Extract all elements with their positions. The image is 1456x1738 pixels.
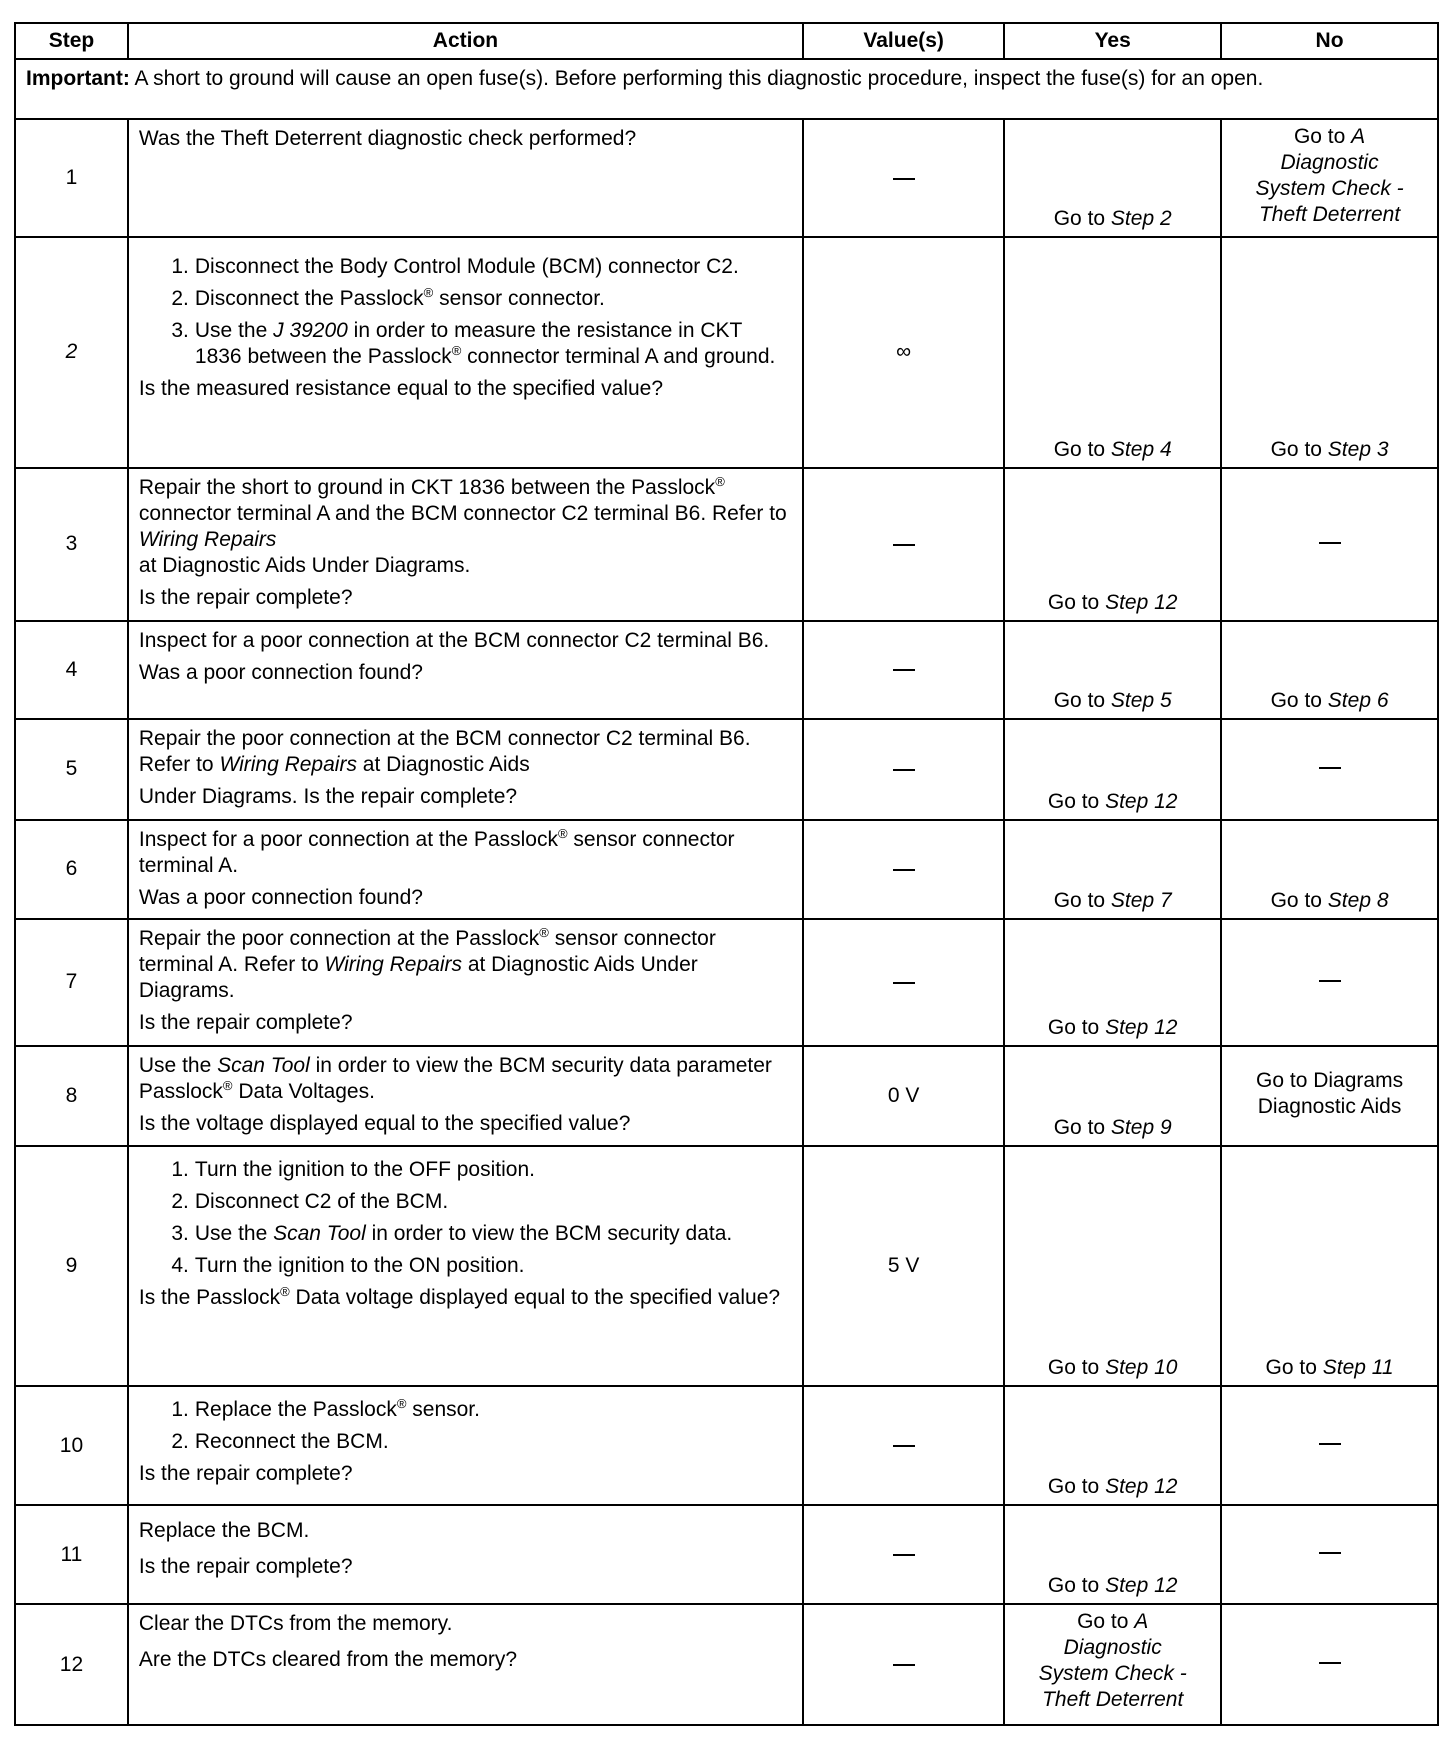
yes-cell[interactable]	[1004, 119, 1221, 237]
step-number: 10	[15, 1386, 128, 1505]
text-part: sensor connector terminal A. Refer to	[138, 927, 716, 977]
step-link[interactable]: Step 12	[1105, 590, 1178, 614]
list-number: 4.	[171, 1254, 189, 1278]
header-row	[15, 23, 1438, 59]
dash-mark	[893, 769, 915, 771]
text-part: Repair the poor connection at the Passlock	[138, 927, 540, 951]
yes-cell[interactable]	[1004, 719, 1221, 819]
list-text: Use the	[194, 318, 274, 342]
yes-cell[interactable]	[1004, 1604, 1221, 1725]
action-cell	[128, 1604, 803, 1725]
value-cell	[803, 919, 1004, 1046]
action-question: Is the voltage displayed equal to the specified value?	[138, 1111, 631, 1135]
list-number: 2.	[171, 286, 189, 310]
table-row	[15, 237, 1438, 468]
list-text: Reconnect the BCM.	[194, 1430, 389, 1454]
no-cell[interactable]	[1221, 621, 1438, 719]
list-item	[139, 1189, 794, 1215]
wiring-repairs-ref: Wiring Repairs	[219, 753, 357, 777]
action-cell	[128, 1505, 803, 1604]
no-cell	[1221, 919, 1438, 1046]
dash-mark	[893, 669, 915, 671]
diagnostic-table	[14, 22, 1439, 1726]
yes-cell[interactable]	[1004, 1046, 1221, 1146]
step-number: 6	[15, 820, 128, 919]
table-row	[15, 1146, 1438, 1386]
step-link[interactable]: Step 7	[1110, 889, 1172, 913]
goto-diagrams[interactable]: Go to Diagrams	[1256, 1068, 1404, 1092]
text-part: Inspect for a poor connection at the Passlock	[138, 827, 558, 851]
list-text: in order to view the BCM security data.	[365, 1222, 733, 1246]
no-cell	[1221, 1505, 1438, 1604]
action-cell	[128, 621, 803, 719]
list-text: Disconnect C2 of the BCM.	[194, 1190, 449, 1214]
registered-mark: ®	[451, 342, 462, 358]
text-part: at Diagnostic Aids	[356, 753, 530, 777]
no-cell	[1221, 1386, 1438, 1505]
header-no: No	[1221, 23, 1438, 59]
dash-mark	[893, 1664, 915, 1666]
step-number: 7	[15, 919, 128, 1046]
link-diagnostic[interactable]: Diagnostic	[1063, 1636, 1162, 1660]
action-question: Is the measured resistance equal to the specified value?	[138, 376, 664, 400]
yes-cell[interactable]	[1004, 621, 1221, 719]
dash-mark	[1319, 1552, 1341, 1554]
goto-text: Go to	[1270, 437, 1328, 461]
list-text: Replace the Passlock	[194, 1398, 397, 1422]
value-cell: ∞	[803, 237, 1004, 468]
text-part: Repair the short to ground in CKT 1836 between the Passlock	[138, 475, 716, 499]
action-text	[139, 1053, 794, 1105]
value-cell	[803, 468, 1004, 621]
link-system-check[interactable]: System Check -	[1255, 177, 1404, 201]
list-item	[139, 1221, 794, 1247]
registered-mark: ®	[423, 284, 434, 300]
step-link[interactable]: Step 11	[1322, 1356, 1394, 1380]
step-number: 11	[15, 1505, 128, 1604]
goto-text: Go to	[1077, 1610, 1135, 1634]
dash-mark	[1319, 767, 1341, 769]
table-row	[15, 719, 1438, 819]
action-text: Replace the BCM.	[138, 1518, 310, 1542]
list-item	[139, 1157, 794, 1183]
action-text: Inspect for a poor connection at the BCM connector C2 terminal B6.	[138, 628, 770, 652]
no-cell[interactable]	[1221, 1046, 1438, 1146]
step-link[interactable]: Step 12	[1105, 1015, 1178, 1039]
list-item	[139, 286, 794, 312]
table-row	[15, 1505, 1438, 1604]
goto-text: Go to	[1047, 1356, 1106, 1380]
link-system-check[interactable]: System Check -	[1038, 1662, 1187, 1686]
step-link[interactable]: Step 4	[1110, 437, 1172, 461]
dash-mark	[893, 982, 915, 984]
no-cell[interactable]	[1221, 820, 1438, 919]
dash-mark	[893, 544, 915, 546]
registered-mark: ®	[539, 925, 549, 941]
link-theft-deterrent[interactable]: Theft Deterrent	[1258, 203, 1401, 227]
action-cell	[128, 820, 803, 919]
table-row	[15, 1604, 1438, 1725]
goto-text: Go to	[1053, 889, 1111, 913]
action-cell	[128, 919, 803, 1046]
no-cell[interactable]	[1221, 237, 1438, 468]
step-number: 4	[15, 621, 128, 719]
goto-text: Go to	[1047, 1574, 1106, 1598]
table-row	[15, 1046, 1438, 1146]
list-text: Turn the ignition to the ON position.	[194, 1254, 525, 1278]
link-theft-deterrent[interactable]: Theft Deterrent	[1042, 1688, 1184, 1712]
action-question: Was the Theft Deterrent diagnostic check performed?	[138, 127, 637, 151]
action-text	[139, 726, 794, 778]
action-text	[139, 475, 794, 579]
text-part: Use the	[138, 1053, 218, 1077]
dash-mark	[1319, 1443, 1341, 1445]
no-cell	[1221, 719, 1438, 819]
table-row	[15, 119, 1438, 237]
diagnostic-aids-link[interactable]: Diagnostic Aids	[1257, 1094, 1402, 1118]
step-link[interactable]: Step 12	[1105, 789, 1178, 813]
list-text: sensor connector.	[433, 286, 605, 310]
no-cell	[1221, 1604, 1438, 1725]
table-row	[15, 1386, 1438, 1505]
dash-mark	[893, 869, 915, 871]
action-cell	[128, 119, 803, 237]
list-number: 3.	[171, 1222, 189, 1246]
action-list	[139, 1397, 794, 1455]
goto-text: Go to	[1293, 125, 1352, 149]
goto-text: Go to	[1270, 889, 1328, 913]
action-cell	[128, 1046, 803, 1146]
step-link[interactable]: Step 12	[1105, 1474, 1178, 1498]
value-cell	[803, 119, 1004, 237]
link-a[interactable]: A	[1134, 1610, 1149, 1634]
header-yes: Yes	[1004, 23, 1221, 59]
dash-mark	[1319, 1662, 1341, 1664]
value-cell: 5 V	[803, 1146, 1004, 1386]
header-step: Step	[15, 23, 128, 59]
step-link[interactable]: Step 2	[1110, 206, 1172, 230]
important-label: Important:	[26, 67, 130, 90]
value-cell	[803, 719, 1004, 819]
step-number: 8	[15, 1046, 128, 1146]
action-question: Under Diagrams. Is the repair complete?	[138, 785, 518, 809]
text-part: Repair the poor connection at the BCM connector C2 terminal B6. Refer to	[138, 727, 751, 777]
goto-text: Go to	[1047, 590, 1106, 614]
value-cell: 0 V	[803, 1046, 1004, 1146]
text-part: Data Voltages.	[232, 1079, 375, 1103]
goto-text: Go to	[1053, 206, 1111, 230]
value-cell	[803, 1604, 1004, 1725]
link-diagnostic[interactable]: Diagnostic	[1280, 151, 1379, 175]
action-list	[139, 1157, 794, 1279]
goto-text: Go to	[1047, 1015, 1106, 1039]
list-number: 1.	[171, 1398, 189, 1422]
important-note	[15, 59, 1438, 119]
important-text: A short to ground will cause an open fuse(s). Before performing this diagnostic procedure, inspect the fuse(s) for an open.	[129, 67, 1264, 90]
registered-mark: ®	[715, 473, 725, 489]
goto-text: Go to	[1047, 789, 1106, 813]
yes-cell[interactable]	[1004, 1386, 1221, 1505]
no-cell	[1221, 468, 1438, 621]
action-question: Are the DTCs cleared from the memory?	[138, 1648, 518, 1672]
yes-cell[interactable]	[1004, 237, 1221, 468]
list-text: in order to measure the resistance in CKT 1836 between the Passlock	[194, 318, 742, 368]
link-a[interactable]: A	[1351, 125, 1366, 149]
list-item	[139, 254, 794, 280]
step-link[interactable]: Step 9	[1110, 1116, 1172, 1140]
registered-mark: ®	[396, 1396, 407, 1412]
action-cell	[128, 1146, 803, 1386]
action-question: Is the repair complete?	[138, 1462, 353, 1486]
text-part: connector terminal A and the BCM connector C2 terminal B6. Refer to	[138, 501, 787, 525]
value-cell	[803, 1505, 1004, 1604]
action-list	[139, 254, 794, 370]
wiring-repairs-ref: Wiring Repairs	[324, 953, 462, 977]
table-row	[15, 468, 1438, 621]
value-cell	[803, 621, 1004, 719]
table-row	[15, 919, 1438, 1046]
header-values: Value(s)	[803, 23, 1004, 59]
action-cell	[128, 719, 803, 819]
action-question: Is the repair complete?	[138, 585, 353, 609]
goto-text: Go to	[1265, 1356, 1323, 1380]
tool-name: Scan Tool	[273, 1222, 366, 1246]
table-row	[15, 621, 1438, 719]
step-link[interactable]: Step 10	[1105, 1356, 1178, 1380]
goto-text: Go to	[1053, 1116, 1111, 1140]
value-cell	[803, 820, 1004, 919]
list-item	[139, 318, 794, 370]
action-text	[139, 926, 794, 1004]
yes-cell[interactable]	[1004, 820, 1221, 919]
list-text: Disconnect the Passlock	[194, 286, 424, 310]
dash-mark	[893, 1445, 915, 1447]
registered-mark: ®	[222, 1077, 233, 1093]
step-link[interactable]: Step 8	[1327, 889, 1389, 913]
action-cell	[128, 1386, 803, 1505]
list-item	[139, 1253, 794, 1279]
goto-text: Go to	[1270, 689, 1328, 713]
text-part: at Diagnostic Aids Under Diagrams.	[138, 953, 698, 1003]
yes-cell[interactable]	[1004, 1505, 1221, 1604]
dash-mark	[1319, 542, 1341, 544]
step-number: 9	[15, 1146, 128, 1386]
list-text: Turn the ignition to the OFF position.	[194, 1158, 535, 1182]
list-item	[139, 1429, 794, 1455]
text-part: sensor connector terminal A.	[138, 827, 735, 877]
yes-cell[interactable]	[1004, 919, 1221, 1046]
no-cell[interactable]	[1221, 119, 1438, 237]
dash-mark	[893, 178, 915, 180]
action-question	[139, 1285, 794, 1311]
list-text: Use the	[194, 1222, 274, 1246]
text-part: in order to view the BCM security data parameter Passlock	[138, 1053, 772, 1103]
list-number: 3.	[171, 318, 189, 342]
list-number: 1.	[171, 1158, 189, 1182]
step-number: 5	[15, 719, 128, 819]
goto-text: Go to	[1053, 437, 1111, 461]
step-link[interactable]: Step 3	[1327, 437, 1389, 461]
step-link[interactable]: Step 12	[1105, 1574, 1178, 1598]
registered-mark: ®	[280, 1284, 290, 1300]
step-number: 2	[15, 237, 128, 468]
text-part: at Diagnostic Aids Under Diagrams.	[138, 553, 471, 577]
table-row	[15, 820, 1438, 919]
yes-cell[interactable]	[1004, 468, 1221, 621]
text-part: Data voltage displayed equal to the specified value?	[289, 1286, 781, 1310]
tool-name: J 39200	[273, 318, 348, 342]
step-number: 3	[15, 468, 128, 621]
list-item	[139, 1397, 794, 1423]
list-number: 2.	[171, 1430, 189, 1454]
list-text: connector terminal A and ground.	[461, 344, 776, 368]
action-text: Clear the DTCs from the memory.	[138, 1612, 453, 1636]
goto-text: Go to	[1047, 1474, 1106, 1498]
action-question: Is the repair complete?	[138, 1554, 353, 1578]
step-link[interactable]: Step 6	[1327, 689, 1389, 713]
tool-name: Scan Tool	[217, 1053, 310, 1077]
list-text: Disconnect the Body Control Module (BCM) connector C2.	[194, 254, 739, 278]
action-question: Was a poor connection found?	[138, 660, 423, 684]
registered-mark: ®	[557, 825, 568, 841]
important-row	[15, 59, 1438, 119]
action-question: Is the repair complete?	[138, 1011, 353, 1035]
list-number: 1.	[171, 254, 189, 278]
step-number: 12	[15, 1604, 128, 1725]
wiring-repairs-ref: Wiring Repairs	[138, 527, 277, 551]
no-cell[interactable]	[1221, 1146, 1438, 1386]
step-link[interactable]: Step 5	[1110, 689, 1172, 713]
text-part: Is the Passlock	[138, 1286, 281, 1310]
step-number: 1	[15, 119, 128, 237]
list-number: 2.	[171, 1190, 189, 1214]
value-cell	[803, 1386, 1004, 1505]
goto-text: Go to	[1053, 689, 1111, 713]
dash-mark	[893, 1554, 915, 1556]
action-text	[139, 827, 794, 879]
action-cell	[128, 468, 803, 621]
action-question: Was a poor connection found?	[138, 885, 423, 909]
list-text: sensor.	[406, 1398, 480, 1422]
dash-mark	[1319, 980, 1341, 982]
action-cell	[128, 237, 803, 468]
yes-cell[interactable]	[1004, 1146, 1221, 1386]
header-action: Action	[128, 23, 803, 59]
